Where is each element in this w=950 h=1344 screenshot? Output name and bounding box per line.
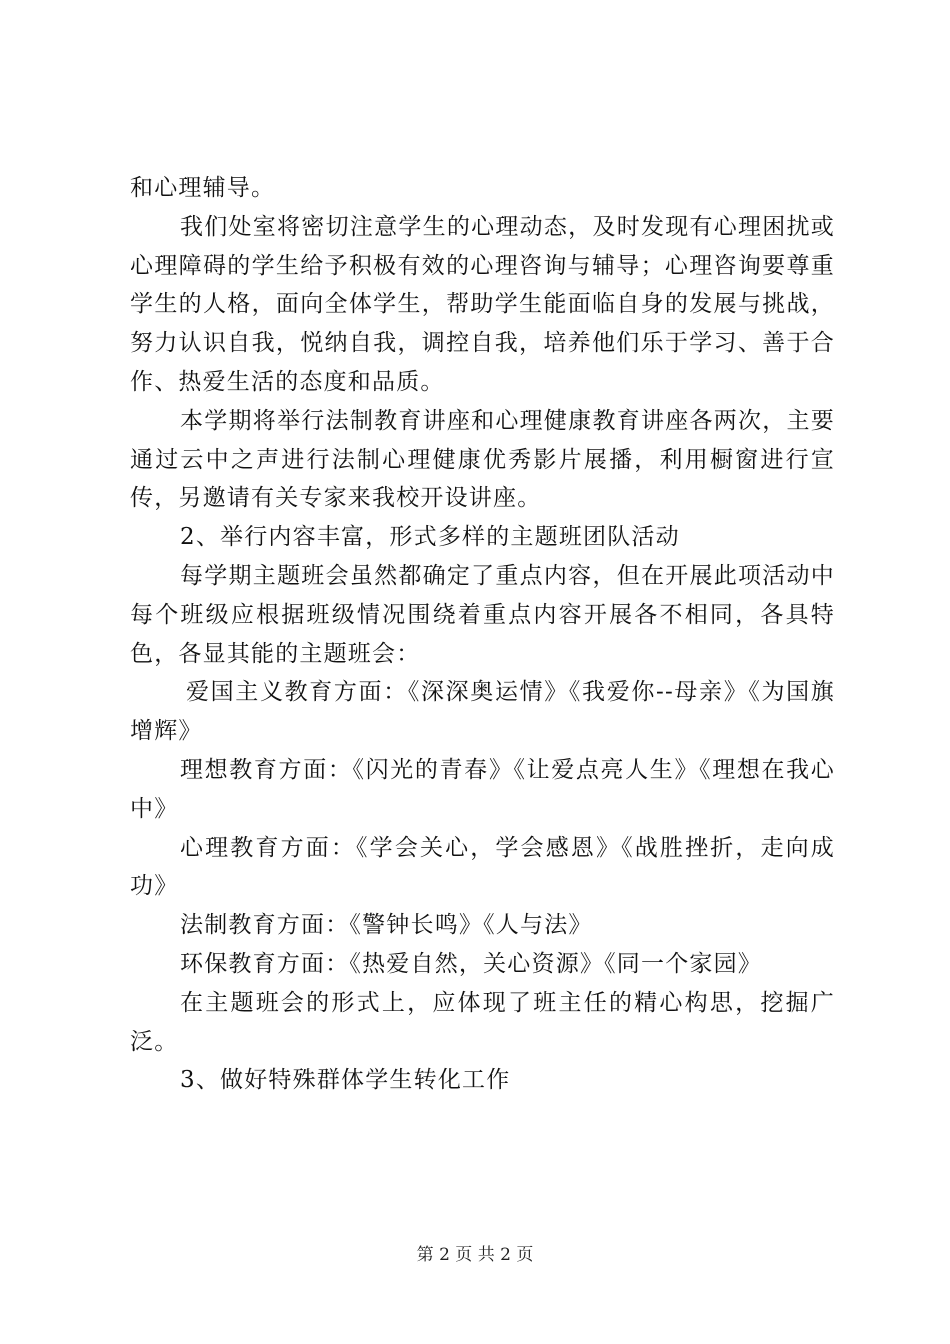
paragraph-patriotism: 爱国主义教育方面：《深深奥运情》《我爱你--母亲》《为国旗增辉》 bbox=[130, 679, 835, 745]
section-heading-2: 2、举行内容丰富，形式多样的主题班团队活动 bbox=[180, 524, 680, 551]
paragraph-format: 在主题班会的形式上，应体现了班主任的精心构思，挖掘广泛。 bbox=[130, 989, 835, 1055]
paragraph-legal: 法制教育方面：《警钟长鸣》《人与法》 bbox=[180, 912, 593, 939]
paragraph-class-meetings: 每学期主题班会虽然都确定了重点内容，但在开展此项活动中每个班级应根据班级情况围绕着重点内容开展各不相同，各具特色，各显其能的主题班会： bbox=[130, 562, 835, 667]
paragraph-continuation: 和心理辅导。 bbox=[130, 175, 276, 201]
paragraph-environment: 环保教育方面：《热爱自然，关心资源》《同一个家园》 bbox=[180, 950, 762, 977]
paragraph-psychology: 心理教育方面：《学会关心，学会感恩》《战胜挫折，走向成功》 bbox=[130, 834, 835, 900]
paragraph-ideals: 理想教育方面：《闪光的青春》《让爱点亮人生》《理想在我心中》 bbox=[130, 756, 835, 822]
document-body bbox=[130, 169, 835, 1100]
section-heading-3: 3、做好特殊群体学生转化工作 bbox=[180, 1067, 511, 1094]
paragraph-lectures: 本学期将举行法制教育讲座和心理健康教育讲座各两次，主要通过云中之声进行法制心理健康优秀影片展播，利用橱窗进行宣传，另邀请有关专家来我校开设讲座。 bbox=[130, 407, 835, 512]
page-number-footer: 第 2 页 共 2 页 bbox=[416, 1245, 534, 1265]
paragraph-counseling: 我们处室将密切注意学生的心理动态，及时发现有心理困扰或心理障碍的学生给予积极有效的心理咨询与辅导；心理咨询要尊重学生的人格，面向全体学生，帮助学生能面临自身的发展与挑战，努力认识自我，悦纳自我，调控自我，培养他们乐于学习、善于合作、热爱生活的态度和品质。 bbox=[130, 213, 835, 395]
